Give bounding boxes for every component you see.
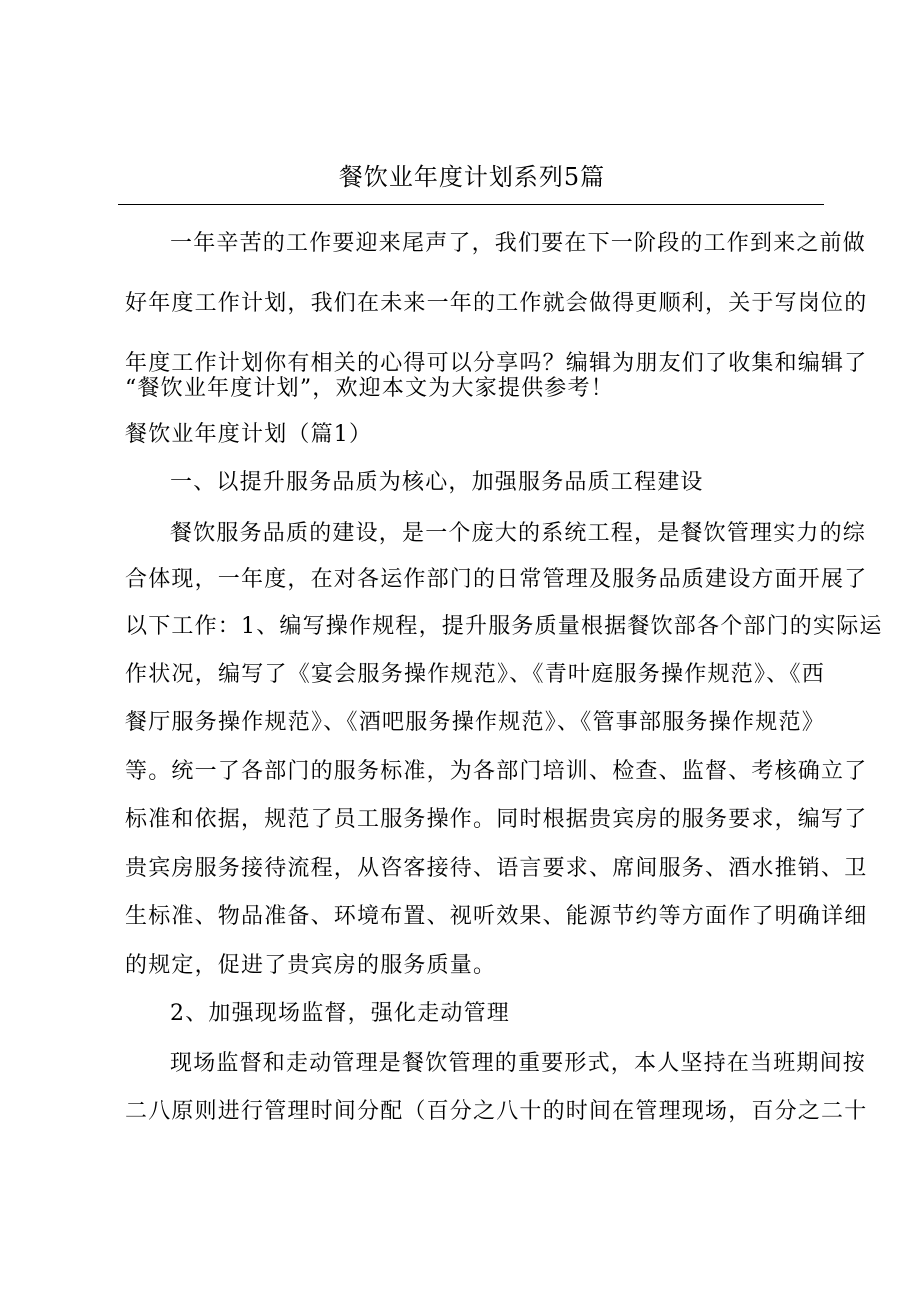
heading-2: 2、加强现场监督，强化走动管理 bbox=[170, 1001, 510, 1026]
paragraph-2-line-1: 现场监督和走动管理是餐饮管理的重要形式，本人坚持在当班期间按 bbox=[170, 1051, 867, 1076]
intro-line-3: 年度工作计划你有相关的心得可以分享吗？编辑为朋友们了收集和编辑了 bbox=[125, 351, 868, 376]
paragraph-1-line-10: 的规定，促进了贵宾房的服务质量。 bbox=[125, 953, 497, 978]
paragraph-1-line-7: 标准和依据，规范了员工服务操作。同时根据贵宾房的服务要求，编写了 bbox=[125, 807, 868, 832]
title-underline bbox=[118, 204, 824, 205]
document-title: 餐饮业年度计划系列5篇 bbox=[338, 163, 606, 191]
paragraph-1-line-4: 作状况，编写了《宴会服务操作规范》、《青叶庭服务操作规范》、《西 bbox=[125, 662, 825, 687]
paragraph-1-line-1: 餐饮服务品质的建设，是一个庞大的系统工程，是餐饮管理实力的综 bbox=[170, 521, 867, 546]
paragraph-1-line-2: 合体现，一年度，在对各运作部门的日常管理及服务品质建设方面开展了 bbox=[125, 567, 868, 592]
section-title: 餐饮业年度计划（篇1） bbox=[125, 422, 373, 447]
intro-line-4: “餐饮业年度计划”，欢迎本文为大家提供参考！ bbox=[125, 376, 614, 401]
paragraph-1-line-6: 等。统一了各部门的服务标准，为各部门培训、检查、监督、考核确立了 bbox=[125, 759, 868, 784]
paragraph-1-line-9: 生标准、物品准备、环境布置、视听效果、能源节约等方面作了明确详细 bbox=[125, 904, 868, 929]
paragraph-1-line-3: 以下工作：1、编写操作规程，提升服务质量根据餐饮部各个部门的实际运 bbox=[125, 614, 883, 639]
heading-1: 一、以提升服务品质为核心，加强服务品质工程建设 bbox=[170, 470, 704, 495]
paragraph-1-line-8: 贵宾房服务接待流程，从咨客接待、语言要求、席间服务、酒水推销、卫 bbox=[125, 856, 868, 881]
paragraph-1-line-5: 餐厅服务操作规范》、《酒吧服务操作规范》、《管事部服务操作规范》 bbox=[125, 710, 825, 735]
paragraph-2-line-2: 二八原则进行管理时间分配（百分之八十的时间在管理现场，百分之二十 bbox=[125, 1099, 868, 1124]
intro-line-1: 一年辛苦的工作要迎来尾声了，我们要在下一阶段的工作到来之前做 bbox=[170, 231, 867, 256]
intro-line-2: 好年度工作计划，我们在未来一年的工作就会做得更顺利，关于写岗位的 bbox=[125, 291, 868, 316]
